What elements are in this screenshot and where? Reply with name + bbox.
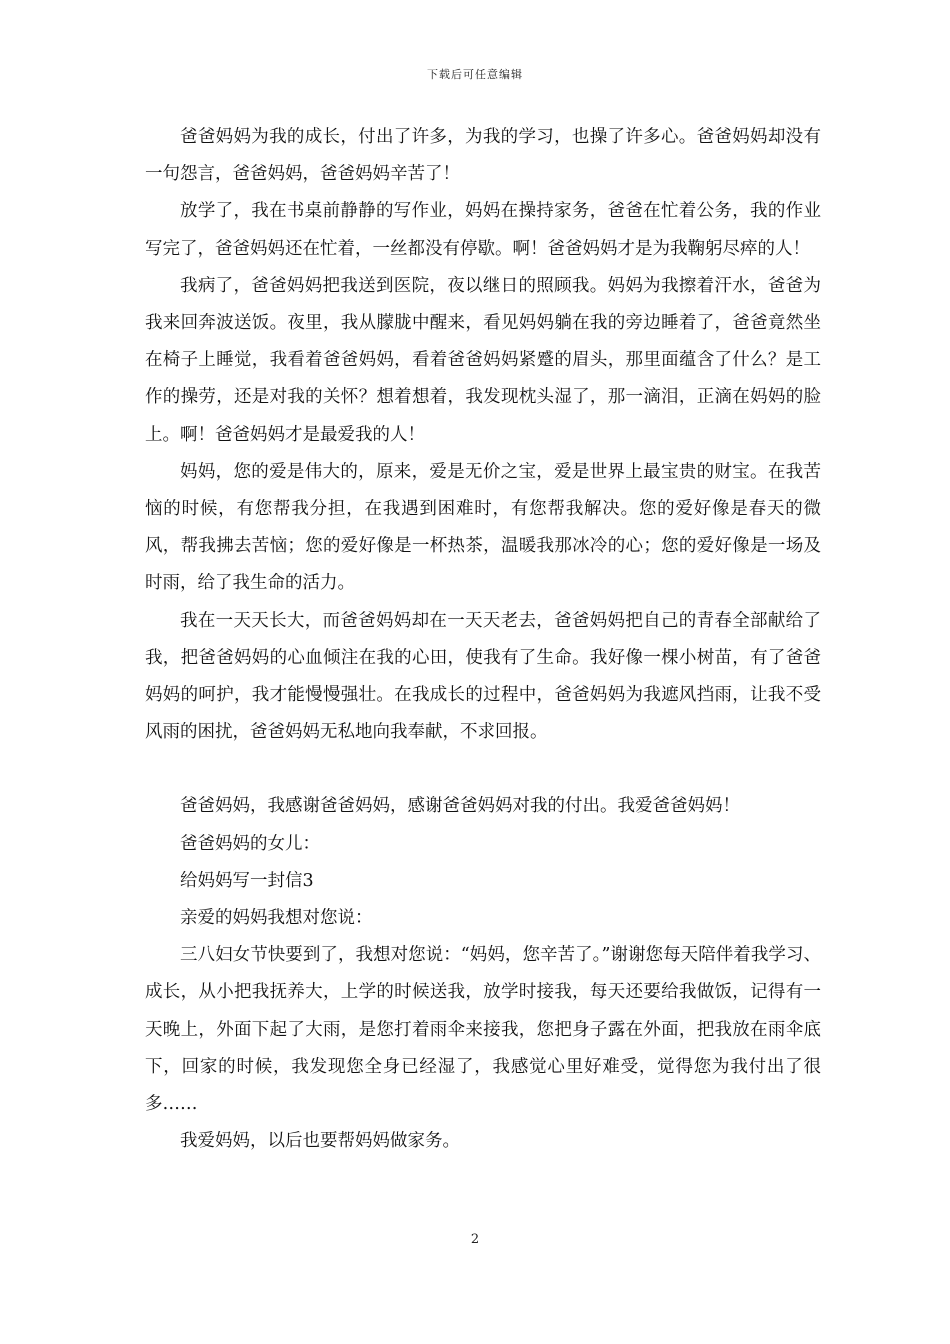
paragraph: 妈妈，您的爱是伟大的，原来，爱是无价之宝，爱是世界上最宝贵的财宝。在我苦恼的时候，有您帮我分担，在我遇到困难时，有您帮我解决。您的爱好像是春天的微风，帮我拂去苦恼；您的爱好像是一杯热茶，温暖我那冰冷的心；您的爱好像是一场及时雨，给了我生命的活力。 <box>145 461 821 594</box>
paragraph: 我在一天天长大，而爸爸妈妈却在一天天老去，爸爸妈妈把自己的青春全部献给了我，把爸爸妈妈的心血倾注在我的心田，使我有了生命。我好像一棵小树苗，有了爸爸妈妈的呵护，我才能慢慢强壮。在我成长的过程中，爸爸妈妈为我遮风挡雨，让我不受风雨的困扰，爸爸妈妈无私地向我奉献，不求回报。 <box>145 610 821 743</box>
salutation: 亲爱的妈妈我想对您说： <box>180 908 373 929</box>
signature-line: 爸爸妈妈的女儿： <box>180 833 320 854</box>
page-header: 下载后可任意编辑 <box>427 68 523 81</box>
blank-line <box>145 751 821 788</box>
paragraph: 三八妇女节快要到了，我想对您说：“妈妈，您辛苦了。”谢谢您每天陪伴着我学习、成长，从小把我抚养大，上学的时候送我，放学时接我，每天还要给我做饭，记得有一天晚上，外面下起了大雨，是您打着雨伞来接我，您把身子露在外面，把我放在雨伞底下，回家的时候，我发现您全身已经湿了，我感觉心里好难受，觉得您为我付出了很多…… <box>145 945 821 1115</box>
paragraph: 爸爸妈妈为我的成长，付出了许多，为我的学习，也操了许多心。爸爸妈妈却没有一句怨言，爸爸妈妈，爸爸妈妈辛苦了！ <box>145 127 821 185</box>
paragraph: 我爱妈妈，以后也要帮妈妈做家务。 <box>180 1131 460 1152</box>
section-title: 给妈妈写一封信3 <box>180 870 314 891</box>
document-body <box>145 119 821 1160</box>
page-number: 2 <box>470 1232 480 1247</box>
paragraph: 放学了，我在书桌前静静的写作业，妈妈在操持家务，爸爸在忙着公务，我的作业写完了，爸爸妈妈还在忙着，一丝都没有停歇。啊！爸爸妈妈才是为我鞠躬尽瘁的人！ <box>145 201 821 259</box>
paragraph: 爸爸妈妈，我感谢爸爸妈妈，感谢爸爸妈妈对我的付出。我爱爸爸妈妈！ <box>180 796 740 817</box>
paragraph: 我病了，爸爸妈妈把我送到医院，夜以继日的照顾我。妈妈为我擦着汗水，爸爸为我来回奔波送饭。夜里，我从朦胧中醒来，看见妈妈躺在我的旁边睡着了，爸爸竟然坐在椅子上睡觉，我看着爸爸妈妈，看着爸爸妈妈紧蹙的眉头，那里面蕴含了什么？是工作的操劳，还是对我的关怀？想着想着，我发现枕头湿了，那一滴泪，正滴在妈妈的脸上。啊！爸爸妈妈才是最爱我的人！ <box>145 275 821 445</box>
